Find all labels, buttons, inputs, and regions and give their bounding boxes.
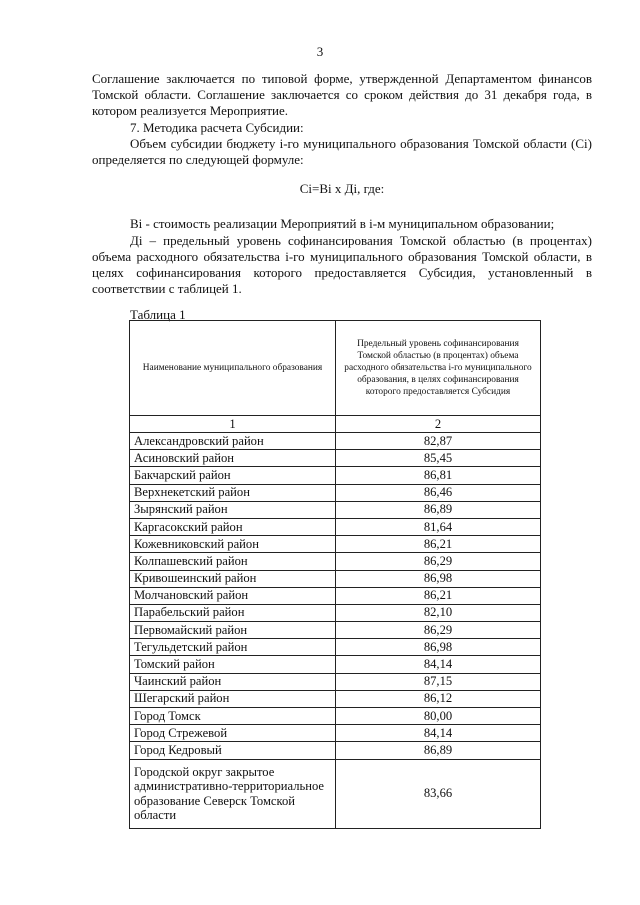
cofinancing-value: 86,29 (336, 622, 541, 639)
municipality-name: Асиновский район (130, 450, 336, 467)
table-row (130, 622, 541, 639)
municipality-name: Колпашевский район (130, 553, 336, 570)
cofinancing-value: 81,64 (336, 518, 541, 535)
cofinancing-table (129, 320, 541, 829)
table-row (130, 725, 541, 742)
table-row (130, 656, 541, 673)
cofinancing-value: 82,10 (336, 604, 541, 621)
cofinancing-value: 86,89 (336, 742, 541, 759)
municipality-name: Городской округ закрытое административно-территориальное образование Северск Томской области (130, 759, 336, 828)
table-row (130, 587, 541, 604)
column-number-2: 2 (336, 416, 541, 433)
table-row (130, 433, 541, 450)
table-row (130, 501, 541, 518)
table-header-row (130, 321, 541, 416)
cofinancing-value: 86,98 (336, 639, 541, 656)
cofinancing-value: 86,98 (336, 570, 541, 587)
cofinancing-value: 84,14 (336, 656, 541, 673)
paragraph-agreement: Соглашение заключается по типовой форме, утвержденной Департаментом финансов Томской области. Соглашение заключается со сроком действия до 31 декабря года, в котором реализуется Мероприятие. (92, 71, 592, 119)
municipality-name: Бакчарский район (130, 467, 336, 484)
table-row (130, 690, 541, 707)
paragraph-subsidy-volume: Объем субсидии бюджету i-го муниципального образования Томской области (Ci) определяется по следующей формуле: (92, 135, 592, 168)
table-row (130, 553, 541, 570)
cofinancing-value: 86,21 (336, 536, 541, 553)
municipality-name: Кожевниковский район (130, 536, 336, 553)
table-row (130, 536, 541, 553)
municipality-name: Парабельский район (130, 604, 336, 621)
municipality-name: Тегульдетский район (130, 639, 336, 656)
table-row (130, 484, 541, 501)
table-row (130, 673, 541, 690)
municipality-name: Первомайский район (130, 622, 336, 639)
column-number-1: 1 (130, 416, 336, 433)
column-number-row (130, 416, 541, 433)
formula: Ci=Bi x Дi, где: (299, 181, 385, 197)
table-row (130, 759, 541, 828)
municipality-name: Молчановский район (130, 587, 336, 604)
table-row (130, 450, 541, 467)
table-row (130, 518, 541, 535)
cofinancing-value: 86,12 (336, 690, 541, 707)
cofinancing-value: 82,87 (336, 433, 541, 450)
table-body (130, 433, 541, 760)
cofinancing-value: 83,66 (336, 759, 541, 828)
cofinancing-value: 86,89 (336, 501, 541, 518)
table-row (130, 639, 541, 656)
definition-bi: Bi - стоимость реализации Мероприятий в i-м муниципальном образовании; (130, 216, 555, 232)
header-cofinancing-level: Предельный уровень софинансирования Томской областью (в процентах) объема расходного обязательства i-го муниципального образования, в целях софинансирования которого предоставляется Субсидия (336, 321, 541, 416)
municipality-name: Город Стрежевой (130, 725, 336, 742)
municipality-name: Чаинский район (130, 673, 336, 690)
cofinancing-value: 86,21 (336, 587, 541, 604)
document-body (92, 71, 592, 297)
municipality-name: Шегарский район (130, 690, 336, 707)
table-row (130, 708, 541, 725)
cofinancing-value: 80,00 (336, 708, 541, 725)
municipality-name: Александровский район (130, 433, 336, 450)
cofinancing-value: 84,14 (336, 725, 541, 742)
table-caption: Таблица 1 (130, 307, 186, 322)
page-number: 3 (316, 44, 324, 59)
municipality-name: Томский район (130, 656, 336, 673)
municipality-name: Зырянский район (130, 501, 336, 518)
municipality-name: Город Томск (130, 708, 336, 725)
table-row (130, 604, 541, 621)
cofinancing-value: 85,45 (336, 450, 541, 467)
cofinancing-value: 87,15 (336, 673, 541, 690)
table-row (130, 570, 541, 587)
paragraph-methodology-heading: 7. Методика расчета Субсидии: (130, 119, 304, 135)
municipality-name: Кривошеинский район (130, 570, 336, 587)
municipality-name: Каргасокский район (130, 518, 336, 535)
table-row (130, 742, 541, 759)
table-row (130, 467, 541, 484)
municipality-name: Город Кедровый (130, 742, 336, 759)
definition-di: Дi – предельный уровень софинансирования Томской областью (в процентах) объема расходного обязательства i-го муниципального образования Томской области, в целях софинансирования которого предоставляется Субсидия, установленный в соответствии с таблицей 1. (92, 232, 592, 297)
municipality-name: Верхнекетский район (130, 484, 336, 501)
header-municipality: Наименование муниципального образования (130, 321, 336, 416)
cofinancing-value: 86,81 (336, 467, 541, 484)
cofinancing-value: 86,46 (336, 484, 541, 501)
cofinancing-value: 86,29 (336, 553, 541, 570)
